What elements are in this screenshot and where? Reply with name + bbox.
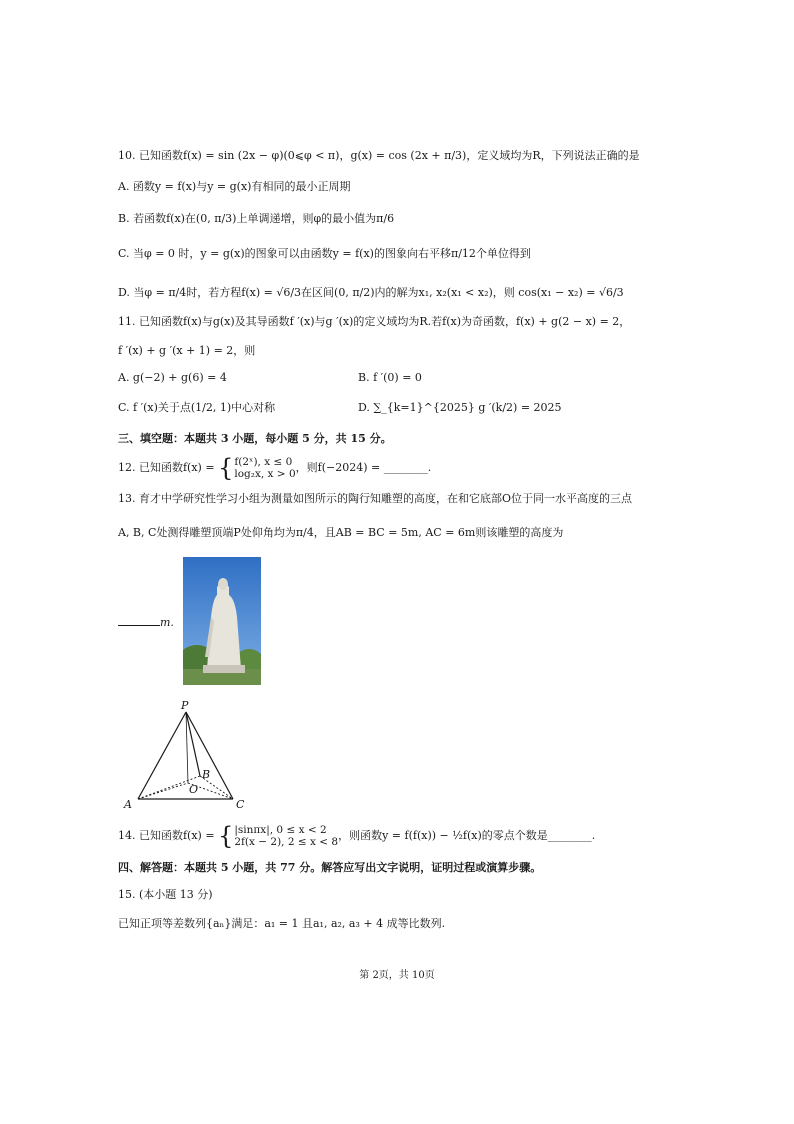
q11-stem-line1: 11. 已知函数f(x)与g(x)及其导函数f ′(x)与g ′(x)的定义域均为R.若f(x)为奇函数，f(x) + g(2 − x) = 2， xyxy=(118,315,631,328)
q12-brace: { xyxy=(218,454,234,482)
section3-heading: 三、填空题：本题共 3 小题，每小题 5 分，共 15 分。 xyxy=(118,432,392,445)
q10-option-a: A. 函数y = f(x)与y = g(x)有相同的最小正周期 xyxy=(118,180,351,193)
q11-stem-line2: f ′(x) + g ′(x + 1) = 2，则 xyxy=(118,344,256,357)
q12 xyxy=(118,454,431,482)
edge-pb xyxy=(186,712,200,776)
q10-stem: 10. 已知函数f(x) = sin (2x − φ)(0⩽φ < π)，g(x) = cos (2x + π/3)，定义域均为R，下列说法正确的是 xyxy=(118,149,640,162)
q12-case1: f(2ˣ), x ≤ 0 xyxy=(234,456,293,468)
q12-case2: log₂x, x > 0 xyxy=(234,468,296,480)
q13-answer-line xyxy=(118,614,174,632)
q15-head: 15. (本小题 13 分) xyxy=(118,888,213,901)
q14-prefix: 14. 已知函数f(x) = xyxy=(118,829,215,842)
q11-option-d: D. ∑_{k=1}^{2025} g ′(k/2) = 2025 xyxy=(358,401,562,414)
q11-option-b: B. f ′(0) = 0 xyxy=(358,371,422,384)
q14-case1: |sinπx|, 0 ≤ x < 2 xyxy=(234,824,327,836)
q10-option-c: C. 当φ = 0 时，y = g(x)的图象可以由函数y = f(x)的图象向右平移π/12个单位得到 xyxy=(118,247,531,260)
q14-case2: 2f(x − 2), 2 ≤ x < 8 xyxy=(234,836,339,848)
label-o: O xyxy=(189,783,199,796)
q14-cases xyxy=(234,824,338,848)
q11-option-c: C. f ′(x)关于点(1/2, 1)中心对称 xyxy=(118,401,276,414)
section4-heading: 四、解答题：本题共 5 小题，共 77 分。解答应写出文字说明，证明过程或演算步骤。 xyxy=(118,861,542,874)
q10-option-d: D. 当φ = π/4时，若方程f(x) = √6/3在区间(0, π/2)内的解为x₁, x₂(x₁ < x₂)，则 cos(x₁ − x₂) = √6/3 xyxy=(118,286,624,299)
q15-body: 已知正项等差数列{aₙ}满足：a₁ = 1 且a₁, a₂, a₃ + 4 成等比数列. xyxy=(118,917,446,930)
q12-cases xyxy=(234,456,295,480)
q12-prefix: 12. 已知函数f(x) = xyxy=(118,461,215,474)
q13-answer-unit: m. xyxy=(160,616,174,629)
q14-brace: { xyxy=(218,822,234,850)
label-p: P xyxy=(181,699,189,712)
q13-answer-blank[interactable] xyxy=(118,615,160,626)
sculpture-image xyxy=(183,557,261,685)
q14-suffix: ，则函数y = f(f(x)) − ½f(x)的零点个数是________. xyxy=(338,829,596,842)
label-a: A xyxy=(124,798,132,811)
label-c: C xyxy=(236,798,245,811)
q13-line2: A, B, C处测得雕塑顶端P处仰角均为π/4，且AB = BC = 5m, AC = 6m则该雕塑的高度为 xyxy=(118,526,564,539)
pyramid-diagram xyxy=(118,698,258,813)
q13-line1: 13. 育才中学研究性学习小组为测量如图所示的陶行知雕塑的高度，在和它底部O位于同一水平高度的三点 xyxy=(118,492,633,505)
sculpture-photo xyxy=(183,557,261,685)
q10-option-b: B. 若函数f(x)在(0, π/3)上单调递增，则φ的最小值为π/6 xyxy=(118,212,395,225)
edge-pa xyxy=(138,712,186,799)
label-b: B xyxy=(202,768,211,781)
q11-option-a: A. g(−2) + g(6) = 4 xyxy=(118,371,227,384)
page-footer: 第 2页，共 10页 xyxy=(359,970,435,981)
q12-suffix: ，则f(−2024) = ________. xyxy=(295,461,432,474)
q14 xyxy=(118,822,595,850)
edge-po xyxy=(186,712,188,783)
